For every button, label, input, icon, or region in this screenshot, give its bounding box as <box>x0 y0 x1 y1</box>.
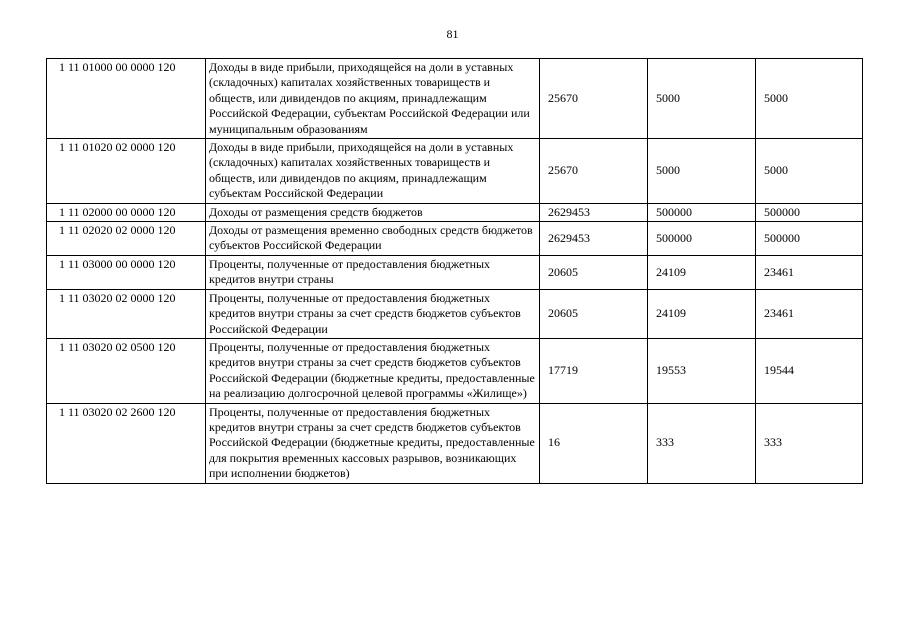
table-row <box>47 403 863 483</box>
table-row <box>47 139 863 204</box>
amount-col-1: 20605 <box>540 289 648 338</box>
amount-col-1: 2629453 <box>540 222 648 256</box>
amount-col-2: 19553 <box>648 338 756 403</box>
amount-col-3: 500000 <box>756 222 863 256</box>
amount-col-2: 24109 <box>648 255 756 289</box>
amount-col-1: 25670 <box>540 139 648 204</box>
revenue-name: Проценты, полученные от предоставления бюджетных кредитов внутри страны <box>206 255 540 289</box>
revenue-name: Проценты, полученные от предоставления бюджетных кредитов внутри страны за счет средств бюджетов субъектов Российской Федерации (бюджетные кредиты, предоставленные для покрытия временных кассовых разрывов, возникающих при исполнении бюджетов) <box>206 403 540 483</box>
amount-col-3: 333 <box>756 403 863 483</box>
revenue-name: Доходы от размещения средств бюджетов <box>206 203 540 221</box>
amount-col-3: 23461 <box>756 255 863 289</box>
amount-col-1: 2629453 <box>540 203 648 221</box>
amount-col-1: 17719 <box>540 338 648 403</box>
budget-code: 1 11 02000 00 0000 120 <box>47 203 206 221</box>
amount-col-1: 16 <box>540 403 648 483</box>
table-row <box>47 222 863 256</box>
table-row <box>47 338 863 403</box>
table-row <box>47 255 863 289</box>
revenue-name: Доходы в виде прибыли, приходящейся на доли в уставных (складочных) капиталах хозяйственных товариществ и обществ, или дивидендов по акциям, принадлежащим субъектам Российской Федерации <box>206 139 540 204</box>
amount-col-3: 500000 <box>756 203 863 221</box>
budget-code: 1 11 03000 00 0000 120 <box>47 255 206 289</box>
amount-col-3: 5000 <box>756 59 863 139</box>
amount-col-2: 5000 <box>648 139 756 204</box>
budget-code: 1 11 03020 02 2600 120 <box>47 403 206 483</box>
table-row <box>47 59 863 139</box>
budget-revenue-table <box>46 58 863 484</box>
budget-code: 1 11 01000 00 0000 120 <box>47 59 206 139</box>
amount-col-2: 500000 <box>648 222 756 256</box>
revenue-name: Проценты, полученные от предоставления бюджетных кредитов внутри страны за счет средств бюджетов субъектов Российской Федерации (бюджетные кредиты, предоставленные на реализацию долгосрочной целевой программы «Жилище») <box>206 338 540 403</box>
budget-code: 1 11 03020 02 0500 120 <box>47 338 206 403</box>
amount-col-1: 25670 <box>540 59 648 139</box>
amount-col-3: 23461 <box>756 289 863 338</box>
budget-code: 1 11 03020 02 0000 120 <box>47 289 206 338</box>
amount-col-3: 19544 <box>756 338 863 403</box>
revenue-name: Проценты, полученные от предоставления бюджетных кредитов внутри страны за счет средств бюджетов субъектов Российской Федерации <box>206 289 540 338</box>
amount-col-2: 5000 <box>648 59 756 139</box>
amount-col-1: 20605 <box>540 255 648 289</box>
amount-col-2: 24109 <box>648 289 756 338</box>
amount-col-2: 333 <box>648 403 756 483</box>
table-row <box>47 203 863 221</box>
page-number: 81 <box>446 27 459 41</box>
budget-code: 1 11 02020 02 0000 120 <box>47 222 206 256</box>
budget-code: 1 11 01020 02 0000 120 <box>47 139 206 204</box>
amount-col-2: 500000 <box>648 203 756 221</box>
amount-col-3: 5000 <box>756 139 863 204</box>
table-row <box>47 289 863 338</box>
revenue-name: Доходы в виде прибыли, приходящейся на доли в уставных (складочных) капиталах хозяйственных товариществ и обществ, или дивидендов по акциям, принадлежащим Российской Федерации, субъектам Российской Федерации или муниципальным образованиям <box>206 59 540 139</box>
revenue-name: Доходы от размещения временно свободных средств бюджетов субъектов Российской Федерации <box>206 222 540 256</box>
